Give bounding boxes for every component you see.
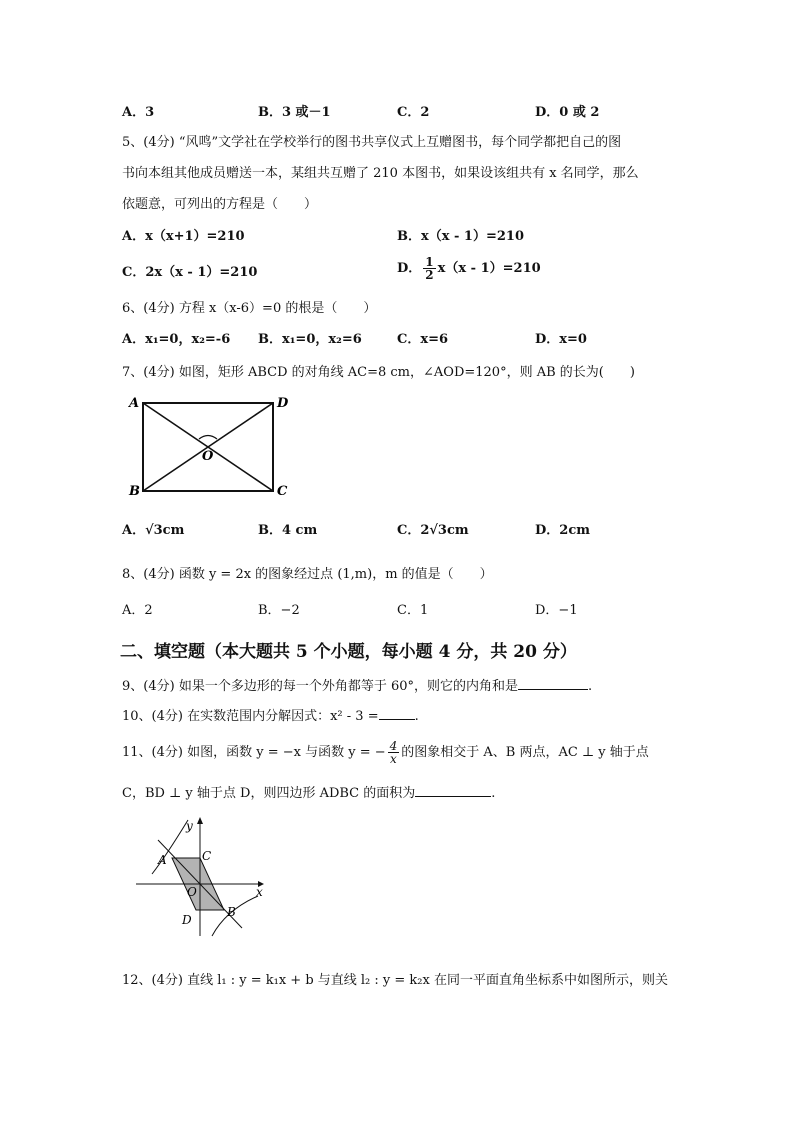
label-b: B [227,905,236,919]
q5-option-a: A．x（x+1）=210 [122,229,245,244]
q5-option-c: C．2x（x - 1）=210 [122,265,258,280]
q8-option-b: B．−2 [258,603,300,618]
q4-option-c: C．2 [397,105,430,120]
label-a: A [158,853,167,867]
label-y: y [186,819,193,833]
q9-end: . [588,679,593,694]
label-x: x [256,885,263,899]
label-c: C [277,484,288,499]
q6-stem: 6、(4分) 方程 x（x-6）=0 的根是（ ） [122,301,377,316]
q11-fraction [388,740,400,765]
label-a: A [129,396,140,411]
label-o: O [187,885,197,899]
q7-option-a: A．√3cm [122,523,185,538]
q9-stem: 9、(4分) 如果一个多边形的每一个外角都等于 60°，则它的内角和是 [122,679,518,694]
fraction-numerator: 1 [425,255,434,269]
label-c: C [202,849,212,863]
label-b: B [129,484,140,499]
q5-stem-line1: 5、(4分) “风鸣”文学社在学校举行的图书共享仪式上互赠图书，每个同学都把自己的图 [122,135,622,150]
q5-stem-line3: 依题意，可列出的方程是（ ） [122,197,318,212]
q10-end: . [414,709,419,724]
q10-answer-blank [379,707,415,720]
q5-option-d-prefix: D． [397,261,422,276]
q4-option-a: A．3 [122,105,155,120]
q10-line [122,707,419,726]
fraction-denominator: x [390,752,397,766]
fraction-denominator: 2 [425,268,434,282]
q5-stem-line2: 书向本组其他成员赠送一本，某组共互赠了 210 本图书，如果设该组共有 x 名同学，那么 [122,166,639,181]
q8-stem: 8、(4分) 函数 y = 2x 的图象经过点 (1,m)，m 的值是（ ） [122,567,493,582]
q11-part2: 的图象相交于 A、B 两点，AC ⊥ y 轴于点 [401,745,649,760]
q4-option-b: B．3 或－1 [258,105,331,120]
angle-aod-arc [199,436,217,440]
q11-end: . [491,786,496,801]
label-o: O [202,449,214,464]
q11-part1: 11、(4分) 如图，函数 y = −x 与函数 y = − [122,745,386,760]
q11-stem-line2: C，BD ⊥ y 轴于点 D，则四边形 ADBC 的面积为 [122,786,416,801]
fraction-numerator: 4 [389,739,398,753]
q11-answer-blank [415,784,491,797]
q6-option-c: C．x=6 [397,332,449,347]
q9-answer-blank [518,677,588,690]
q7-rectangle-figure [126,394,298,500]
q8-option-c: C．1 [397,603,429,618]
q8-option-d: D．−1 [535,603,578,618]
q11-graph-figure [130,812,270,942]
q11-line2 [122,784,495,803]
q6-option-a: A．x₁=0，x₂=-6 [122,332,231,347]
q7-stem: 7、(4分) 如图，矩形 ABCD 的对角线 AC=8 cm，∠AOD=120°，则 AB 的长为( ) [122,365,635,380]
q11-line1 [122,738,649,768]
q8-option-a: A．2 [122,603,153,618]
q6-option-b: B．x₁=0，x₂=6 [258,332,362,347]
q7-option-b: B．4 cm [258,523,318,538]
q5-option-d-suffix: x（x - 1）=210 [437,261,541,276]
q4-option-d: D．0 或 2 [535,105,600,120]
q10-stem: 10、(4分) 在实数范围内分解因式：x² - 3 = [122,709,379,724]
label-d: D [277,396,289,411]
label-d: D [182,913,192,927]
q7-option-c: C．2√3cm [397,523,469,538]
q5-option-d [397,256,541,281]
y-axis-arrow [197,817,203,824]
q6-option-d: D．x=0 [535,332,587,347]
q12-stem: 12、(4分) 直线 l₁ : y = k₁x + b 与直线 l₂ : y = k₂x 在同一平面直角坐标系中如图所示，则关 [122,973,668,988]
q9-line [122,677,592,696]
q5-option-b: B．x（x - 1）=210 [397,229,525,244]
q7-option-d: D．2cm [535,523,590,538]
q5-option-d-fraction [423,256,435,281]
section2-heading: 二、填空题（本大题共 5 个小题，每小题 4 分，共 20 分） [120,642,577,662]
